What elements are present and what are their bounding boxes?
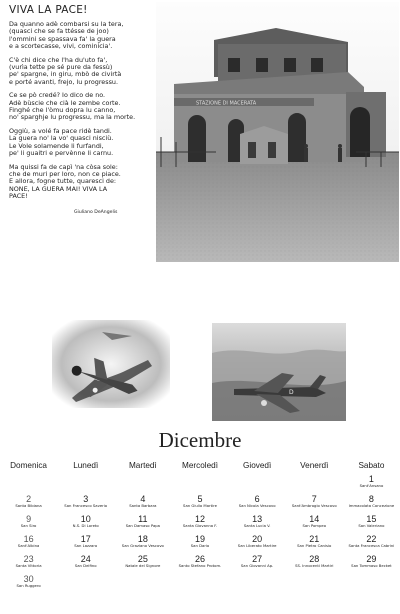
saint-name: San Nicola Vescovo <box>238 503 276 508</box>
calendar-day-cell <box>114 534 171 554</box>
calendar-day-cell <box>57 474 114 494</box>
saint-name: San Lazzaro <box>74 543 98 548</box>
calendar-day-cell <box>171 554 228 574</box>
calendar-day-cell <box>0 474 57 494</box>
calendar-month: Dicembre <box>158 428 242 452</box>
calendar-week-row <box>0 554 400 574</box>
day-number: 30 <box>23 574 34 584</box>
saint-name: San Francesco Saverio <box>64 503 108 508</box>
day-number: 10 <box>80 514 91 524</box>
calendar-day-cell <box>114 574 171 594</box>
calendar-grid <box>0 456 400 594</box>
saint-name: N.S. Di Loreto <box>72 523 99 528</box>
saint-name: San Pompeo <box>302 523 327 528</box>
day-number: 21 <box>309 534 320 544</box>
weekday-label: Martedì <box>128 460 157 470</box>
calendar-day-cell <box>286 514 343 534</box>
calendar-day-cell <box>343 474 400 494</box>
calendar-day-cell <box>286 554 343 574</box>
calendar-day-cell <box>286 534 343 554</box>
station-sign: STAZIONE DI MACERATA <box>196 100 257 107</box>
day-number: 23 <box>23 554 34 564</box>
calendar-day-cell <box>57 514 114 534</box>
day-number: 27 <box>252 554 263 564</box>
day-number: 4 <box>140 494 146 504</box>
day-number: 11 <box>138 514 148 524</box>
calendar-day-cell <box>114 554 171 574</box>
saint-name: San Giulio Martire <box>183 503 217 508</box>
weekday-label: Lunedì <box>73 460 99 470</box>
calendar-day-cell <box>57 574 114 594</box>
day-number: 24 <box>80 554 91 564</box>
calendar-day-cell <box>229 494 286 514</box>
calendar-week-row <box>0 534 400 554</box>
saint-name: Santa Giovanna F. <box>182 523 218 528</box>
calendar-day-cell <box>114 514 171 534</box>
saint-name: San Giovanni Ap. <box>240 563 274 568</box>
day-number: 17 <box>80 534 91 544</box>
calendar-day-cell <box>0 554 57 574</box>
calendar-day-cell <box>229 474 286 494</box>
saint-name: Santo Stefano Protom. <box>178 563 222 568</box>
day-number: 25 <box>137 554 148 564</box>
saint-name: San Graziano Vescovo <box>121 543 164 548</box>
poem-stanzas <box>9 21 157 201</box>
saint-name: San Delfino <box>74 563 97 568</box>
saint-name: Immacolata Concezione <box>348 503 395 508</box>
station-photo <box>156 2 399 262</box>
calendar-day-cell <box>343 514 400 534</box>
day-number: 7 <box>311 494 317 504</box>
calendar-day-cell <box>286 474 343 494</box>
day-number: 29 <box>366 554 377 564</box>
saint-name: San Dario <box>190 543 210 548</box>
calendar-day-cell <box>57 494 114 514</box>
saint-name: Santa Vittoria <box>15 563 42 568</box>
plane-photo-spitfire <box>212 323 346 421</box>
saint-name: Sant'Albina <box>17 543 40 548</box>
calendar-day-cell <box>57 534 114 554</box>
poem-stanza: Ce se pò credé? Io dico de no. Adè bùscie che cià le zembe corte. Finghé che l'òmu dopra lu canno, no' sparghje lu progressu, ma la morte. <box>9 91 136 122</box>
day-number: 26 <box>194 554 205 564</box>
calendar-day-cell <box>0 574 57 594</box>
day-number: 1 <box>368 474 374 484</box>
weekday-label: Sabato <box>358 460 385 470</box>
calendar-day-cell <box>286 574 343 594</box>
calendar-body <box>0 474 400 594</box>
poem-title: VIVA LA PACE! <box>9 4 88 16</box>
calendar-day-cell <box>343 554 400 574</box>
day-number: 19 <box>194 534 205 544</box>
calendar-week-row <box>0 514 400 534</box>
calendar-day-cell <box>171 574 228 594</box>
saint-name: Santa Barbara <box>129 503 157 508</box>
calendar-day-cell <box>171 514 228 534</box>
calendar-day-cell <box>229 534 286 554</box>
calendar-week-row <box>0 494 400 514</box>
day-number: 5 <box>197 494 203 504</box>
saint-name: Santa Francesca Cabrini <box>348 543 395 548</box>
poem-author: Giuliano DeAngelis <box>74 210 118 215</box>
calendar-day-cell <box>0 534 57 554</box>
day-number: 2 <box>26 494 32 504</box>
day-number: 12 <box>194 514 205 524</box>
saint-name: Sant'Ambrogio Vescovo <box>291 503 337 508</box>
calendar-day-cell <box>286 494 343 514</box>
day-number: 3 <box>83 494 89 504</box>
calendar-day-cell <box>57 554 114 574</box>
day-number: 20 <box>252 534 263 544</box>
plane-marking: D <box>289 389 294 396</box>
saint-name: San Tommaso Becket <box>351 563 392 568</box>
plane-photo-corsair <box>52 320 170 408</box>
poem-stanza: C'è chi dice che l'ha du'uto fa', (vurìa tette pe sé pure da fessù) pe' spargne, in giru, mbò de civirtà e porté avanti, frejo, lu progressu. <box>9 55 122 86</box>
day-number: 22 <box>366 534 377 544</box>
calendar-day-cell <box>171 494 228 514</box>
saint-name: Santa Bibiana <box>15 503 42 508</box>
calendar-day-cell <box>229 554 286 574</box>
day-number: 16 <box>23 534 34 544</box>
saint-name: Santa Lucia V. <box>243 523 271 528</box>
calendar-day-cell <box>171 534 228 554</box>
poem-stanza: Da quanno adè combarsi su la tera, (quasci che se fa ttésse de joo) l'ommini se spassava fa' la guera e a scortecasse, vivi, cominicia'. <box>9 20 124 51</box>
saint-name: SS. Innocenti Martiri <box>295 563 334 568</box>
calendar-day-cell <box>229 574 286 594</box>
day-number: 18 <box>137 534 148 544</box>
weekday-label: Venerdì <box>300 460 329 470</box>
saint-name: Natale del Signore <box>125 563 161 568</box>
day-number: 6 <box>254 494 260 504</box>
weekday-label: Giovedì <box>243 460 272 470</box>
calendar-day-cell <box>114 494 171 514</box>
poem-stanza: Ma quissi fa de capì 'na còsa sole: che de muri per loro, non ce piace. E allora, fogne tutte, quaresci de: NONE, LA GUERA MAI! VIVA LA PACE! <box>9 162 121 201</box>
poem <box>9 4 157 207</box>
saint-name: San Siro <box>20 523 37 528</box>
calendar-week-row <box>0 474 400 494</box>
calendar-day-cell <box>343 494 400 514</box>
saint-name: Sant'Ansano <box>359 483 384 488</box>
calendar-day-cell <box>343 534 400 554</box>
calendar-day-cell <box>229 514 286 534</box>
day-number: 8 <box>368 494 374 504</box>
day-number: 15 <box>366 514 377 524</box>
saint-name: San Liberato Martire <box>237 543 277 548</box>
weekday-label: Domenica <box>10 460 47 470</box>
weekday-label: Mercoledì <box>182 460 218 470</box>
calendar-week-row <box>0 574 400 594</box>
saint-name: San Damaso Papa <box>125 523 161 528</box>
saint-name: San Pietro Canisio <box>297 543 332 548</box>
saint-name: San Valeriano <box>358 523 385 528</box>
calendar-day-cell <box>0 514 57 534</box>
day-number: 14 <box>309 514 320 524</box>
day-number: 28 <box>309 554 320 564</box>
calendar-day-cell <box>343 574 400 594</box>
calendar-day-cell <box>114 474 171 494</box>
day-number: 13 <box>252 514 263 524</box>
weekday-header-row <box>0 456 400 474</box>
calendar-day-cell <box>0 494 57 514</box>
saint-name: San Ruggero <box>16 583 41 588</box>
poem-stanza: Oggiù, a volé fa pace ridè tandi. La guera no' la vo' quasci nisciù. Le Vole solamende li furfandi, pe' li guaitri e pervènne li carnu. <box>9 126 114 158</box>
calendar-day-cell <box>171 474 228 494</box>
day-number: 9 <box>26 514 32 524</box>
